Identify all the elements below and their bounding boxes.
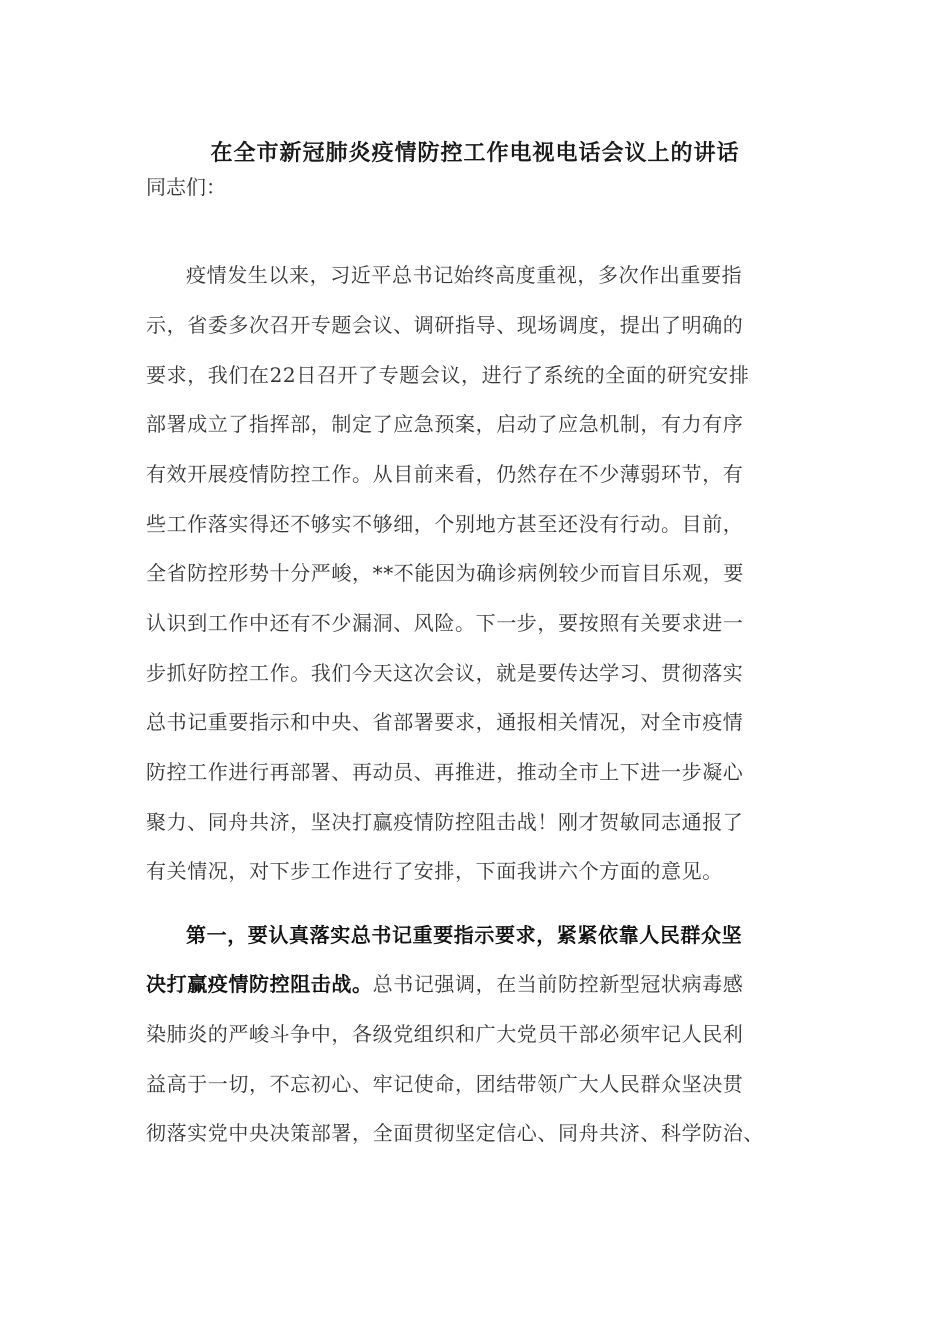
paragraph-2-heading-end: 决打赢疫情防控阻击战。: [146, 972, 373, 996]
paragraph-1-line: 认识到工作中还有不少漏洞、风险。下一步，要按照有关要求进一: [146, 611, 744, 635]
paragraph-2-line: 染肺炎的严峻斗争中，各级党组织和广大党员干部必须牢记人民利: [146, 1022, 744, 1046]
paragraph-2-line: 益高于一切，不忘初心、牢记使命，团结带领广大人民群众坚决贯: [146, 1072, 744, 1096]
paragraph-2-line-rest: 总书记强调，在当前防控新型冠状病毒感: [372, 972, 744, 996]
paragraph-1-line: 总书记重要指示和中央、省部署要求，通报相关情况，对全市疫情: [146, 710, 744, 734]
paragraph-1-line: 防控工作进行再部署、再动员、再推进，推动全市上下进一步凝心: [146, 760, 744, 784]
paragraph-1-line: 步抓好防控工作。我们今天这次会议，就是要传达学习、贯彻落实: [146, 661, 744, 685]
paragraph-1-line: 有关情况，对下步工作进行了安排，下面我讲六个方面的意见。: [146, 859, 723, 883]
paragraph-2-line: [146, 969, 826, 999]
paragraph-1-line: 聚力、同舟共济，坚决打赢疫情防控阻击战！刚才贺敏同志通报了: [146, 810, 744, 834]
paragraph-1-line: 部署成立了指挥部，制定了应急预案，启动了应急机制，有力有序: [146, 412, 744, 436]
paragraph-1-line: 有效开展疫情防控工作。从目前来看，仍然存在不少薄弱环节，有: [146, 462, 744, 486]
document-title: 在全市新冠肺炎疫情防控工作电视电话会议上的讲话: [210, 140, 740, 166]
salutation: 同志们：: [146, 175, 226, 199]
paragraph-1-line: 全省防控形势十分严峻，**不能因为确诊病例较少而盲目乐观，要: [146, 561, 744, 585]
paragraph-2-heading-line: 第一，要认真落实总书记重要指示要求，紧紧依靠人民群众坚: [186, 923, 743, 947]
paragraph-1-line: 要求，我们在22日召开了专题会议，进行了系统的全面的研究安排: [146, 363, 750, 387]
paragraph-1-line: 疫情发生以来，习近平总书记始终高度重视，多次作出重要指: [186, 263, 743, 287]
paragraph-1-line: 些工作落实得还不够实不够细，个别地方甚至还没有行动。目前，: [146, 512, 744, 536]
paragraph-2-line: 彻落实党中央决策部署，全面贯彻坚定信心、同舟共济、科学防治、: [146, 1121, 764, 1145]
paragraph-1-line: 示，省委多次召开专题会议、调研指导、现场调度，提出了明确的: [146, 313, 744, 337]
